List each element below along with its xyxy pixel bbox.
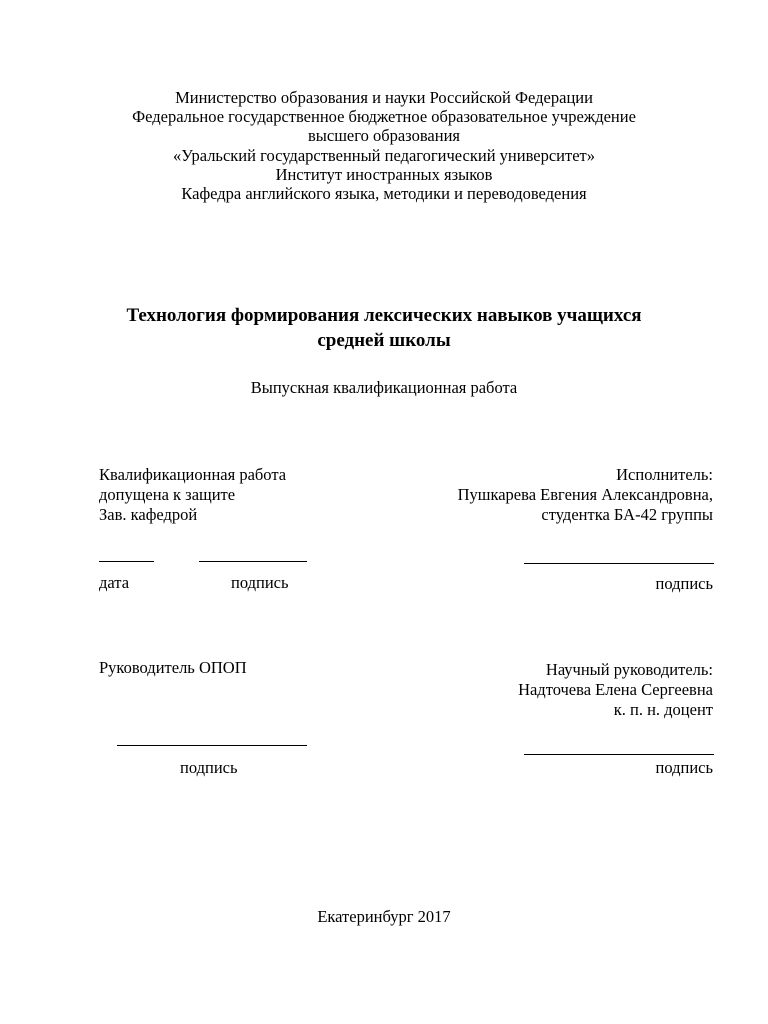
thesis-title-line-1: Технология формирования лексических навыков учащихся — [126, 305, 642, 326]
supervisor-heading: Научный руководитель: — [545, 660, 713, 679]
institute-line: Институт иностранных языков — [275, 164, 493, 184]
executor-group: студентка БА-42 группы — [541, 505, 713, 524]
executor-heading: Исполнитель: — [616, 465, 713, 484]
supervisor-signature-line — [524, 754, 714, 755]
approval-line-3: Зав. кафедрой — [99, 505, 198, 524]
thesis-title — [0, 303, 768, 353]
approval-line-1: Квалификационная работа — [99, 465, 287, 484]
date-label: дата — [99, 573, 130, 592]
executor-name: Пушкарева Евгения Александровна, — [457, 485, 713, 504]
university-line: «Уральский государственный педагогический университет» — [173, 145, 595, 165]
institution-type-line: Федеральное государственное бюджетное образовательное учреждение — [132, 107, 636, 127]
work-type: Выпускная квалификационная работа — [250, 378, 518, 397]
dept-head-signature-line — [199, 561, 307, 562]
approval-line-2: допущена к защите — [99, 485, 236, 504]
thesis-title-line-2: средней школы — [317, 330, 451, 351]
supervisor-name: Надточева Елена Сергеевна — [518, 680, 713, 699]
supervisor-signature-label: подпись — [655, 758, 713, 777]
city-year: Екатеринбург 2017 — [317, 907, 451, 926]
organization-header — [0, 88, 768, 203]
program-head-heading: Руководитель ОПОП — [99, 658, 247, 677]
date-blank-line — [99, 561, 154, 562]
education-level-line: высшего образования — [308, 126, 460, 146]
program-head-signature-line — [117, 745, 307, 746]
executor-signature-label: подпись — [655, 574, 713, 593]
supervisor-degree: к. п. н. доцент — [613, 700, 713, 719]
ministry-line: Министерство образования и науки Российской Федерации — [175, 88, 593, 107]
department-line: Кафедра английского языка, методики и переводоведения — [181, 183, 587, 203]
dept-head-signature-label: подпись — [231, 573, 289, 592]
executor-signature-line — [524, 563, 714, 564]
program-head-signature-label: подпись — [180, 758, 238, 777]
